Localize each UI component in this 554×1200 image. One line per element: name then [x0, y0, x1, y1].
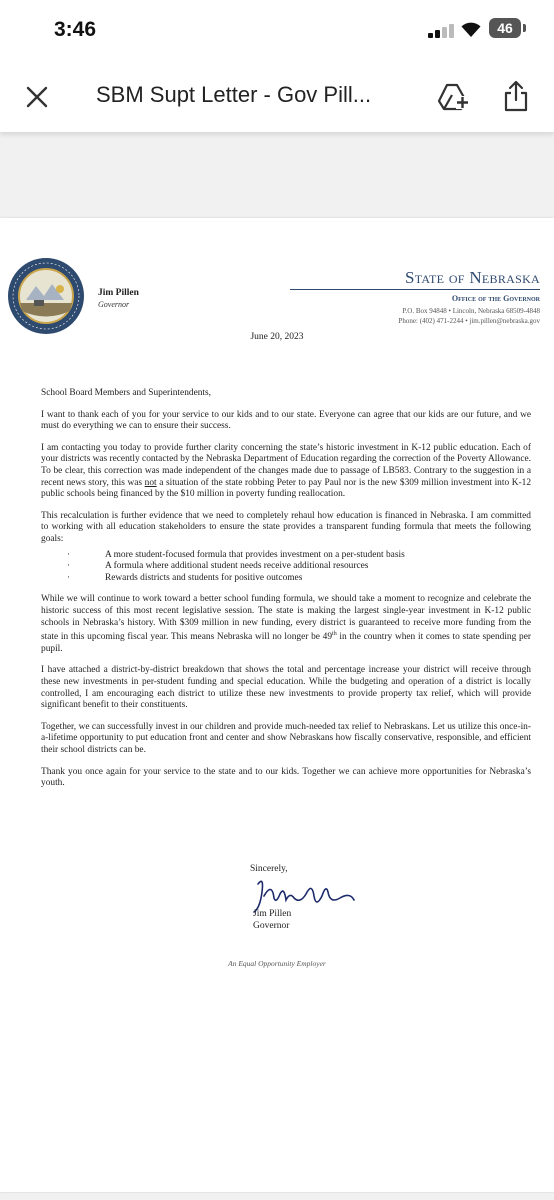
document-title: SBM Supt Letter - Gov Pill...: [96, 82, 372, 107]
signatory: [253, 908, 291, 932]
paragraph: I want to thank each of you for your service to our kids and to our state. Everyone can agree that our kids are our future, and we must do everything we can to ensure their success.: [41, 409, 531, 432]
letter-page: [0, 218, 554, 1192]
state-seal-icon: [6, 256, 86, 336]
list-item: · A more student-focused formula that provides investment on a per-student basis: [41, 550, 531, 562]
salutation: School Board Members and Superintendents,: [41, 388, 212, 398]
status-bar: [0, 0, 554, 62]
paragraph: This recalculation is further evidence that we need to completely rehaul how education is financed in Nebraska. I am committed to working with all education stakeholders to ensure the state provides a transparent funding formula that meets the following goals:: [41, 510, 531, 544]
paragraph-text: While we will continue to work toward a better school funding formula, we should take a moment to recognize and celebrate the historic success of this most recent legislative session. The state is making the largest single-year investment in K-12 public schools in Nebraska’s history. With $309 million in new funding, every district is guaranteed to receive more funding from the state in this upcoming fiscal year. This means Nebraska will no longer be 49: [41, 594, 531, 643]
phone-line: Phone: (402) 471-2244 • jim.pillen@nebraska.gov: [398, 317, 540, 325]
battery-icon: 46: [489, 18, 521, 38]
signatory-name: Jim Pillen: [253, 909, 292, 919]
paragraph: [41, 443, 531, 501]
list-item: · A formula where additional student needs receive additional resources: [41, 561, 531, 573]
signatory-role: Governor: [253, 921, 290, 931]
paragraph: I have attached a district-by-district breakdown that shows the total and percentage increase your district will receive through these new investments in per-student funding and special education. While the budgeting and operation of a district is locally controlled, I am encouraging each district to utilize these new investments to provide property tax relief, which will provide significant benefit to their constituents.: [41, 665, 531, 711]
cellular-signal-icon: [428, 22, 458, 38]
list-item: · Rewards districts and students for positive outcomes: [41, 573, 531, 585]
paragraph: Together, we can successfully invest in our children and provide much-needed tax relief to Nebraskans. Let us utilize this once-in-a-lifetime opportunity to put education front and center and show Nebraskans how fiscally conservative, responsible, and efficient their school districts can be.: [41, 721, 531, 755]
office-name: Office of the Governor: [451, 294, 540, 303]
superscript: th: [332, 631, 337, 638]
paragraph-text: I am contacting you today to provide further clarity concerning the state’s historic investment in K-12 public education. Each of your districts was recently contacted by the Nebraska Department of Education regarding the correction of the Poverty Allowance. To be clear, this correction was made independent of the changes made due to passage of LB583. Contrary to the suggestion in a recent news story, this was: [41, 442, 531, 488]
app-header: [0, 62, 554, 132]
goals-list: [41, 550, 531, 585]
letter-body: [41, 388, 531, 800]
paragraph-text: a situation of the state robbing Peter to pay Paul nor is the new $309 million investment into K-12 public schools being financed by the $10 million in poverty funding reallocation.: [41, 477, 532, 500]
footer-eeo: An Equal Opportunity Employer: [228, 959, 326, 968]
close-icon[interactable]: [24, 84, 50, 110]
document-viewer[interactable]: [0, 132, 554, 1200]
governor-name: Jim Pillen: [98, 288, 139, 298]
state-heading: [405, 268, 540, 288]
letter-date: June 20, 2023: [250, 332, 304, 342]
paragraph: [41, 594, 531, 655]
paragraph: Thank you once again for your service to the state and to our kids. Together we can achieve more opportunities for Nebraska’s youth.: [41, 766, 531, 789]
closing: Sincerely,: [250, 864, 288, 874]
add-to-drive-icon[interactable]: [437, 82, 469, 112]
underlined-word: not: [144, 477, 157, 488]
wifi-icon: [460, 20, 482, 38]
paragraph-text: in the country when it comes to state spending per pupil.: [41, 632, 531, 654]
battery-tip: [523, 24, 526, 32]
status-time: 3:46: [54, 18, 97, 41]
contact-address: [399, 306, 541, 326]
state-heading-text: State of Nebraska: [404, 268, 540, 287]
address-line: P.O. Box 94848 • Lincoln, Nebraska 68509-4848: [402, 307, 540, 315]
governor-role: Governor: [98, 300, 130, 309]
letterhead-rule: [290, 289, 540, 290]
share-icon[interactable]: [502, 80, 530, 112]
